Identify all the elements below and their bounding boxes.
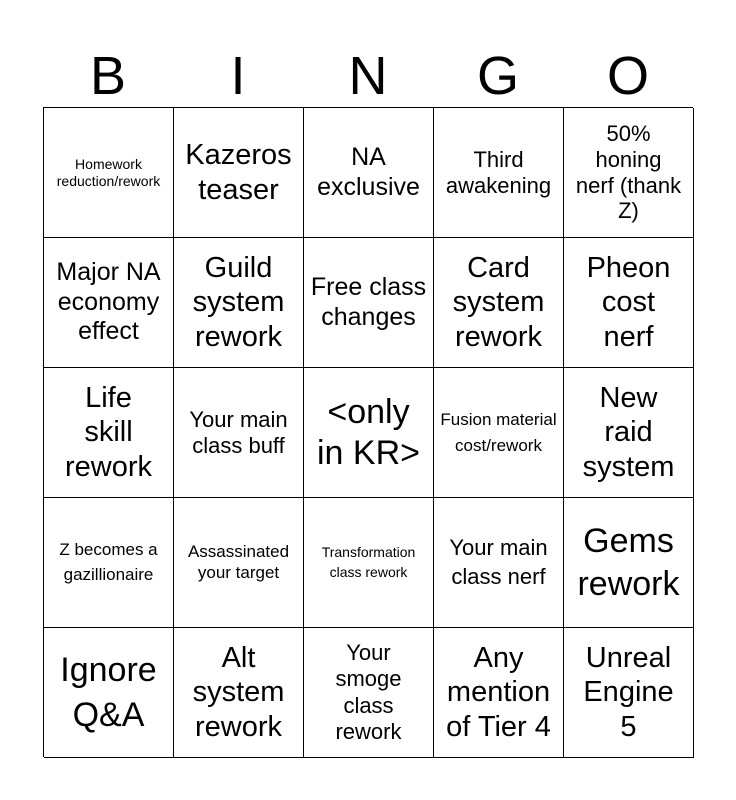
- bingo-cell-r2c4[interactable]: [434, 238, 564, 368]
- bingo-cell-text: <only in KR>: [317, 393, 420, 472]
- bingo-cell-r2c5[interactable]: [564, 238, 694, 368]
- bingo-cell-text: Free class changes: [310, 273, 427, 331]
- bingo-cell-r3c2[interactable]: [174, 368, 304, 498]
- bingo-cell-r3c1[interactable]: [44, 368, 174, 498]
- bingo-cell-text: 50% honing nerf (thank Z): [575, 120, 682, 224]
- bingo-cell-text: Major NA economy effect: [56, 258, 161, 346]
- header-letter-n: N: [348, 46, 388, 106]
- bingo-cell-text: Ignore Q&A: [60, 651, 157, 734]
- bingo-cell-r2c2[interactable]: [174, 238, 304, 368]
- bingo-cell-r2c3[interactable]: [304, 238, 434, 368]
- bingo-cell-text: Your main class nerf: [449, 534, 548, 589]
- bingo-cell-r5c5[interactable]: [564, 628, 694, 758]
- bingo-cell-r5c3[interactable]: [304, 628, 434, 758]
- header-letter-b: B: [89, 46, 127, 106]
- bingo-cell-r1c2[interactable]: [174, 108, 304, 238]
- bingo-cell-r5c2[interactable]: [174, 628, 304, 758]
- bingo-cell-text: Fusion material cost/rework: [440, 410, 557, 455]
- bingo-cell-text: Guild system rework: [192, 252, 285, 353]
- bingo-cell-text: NA exclusive: [317, 143, 420, 201]
- bingo-cell-r3c4[interactable]: [434, 368, 564, 498]
- bingo-cell-r4c2[interactable]: [174, 498, 304, 628]
- bingo-cell-r4c1[interactable]: [44, 498, 174, 628]
- bingo-cell-r1c3[interactable]: [304, 108, 434, 238]
- bingo-cell-text: Gems rework: [577, 522, 680, 603]
- bingo-cell-r4c5[interactable]: [564, 498, 694, 628]
- bingo-cell-text: Your smoge class rework: [335, 639, 402, 744]
- bingo-cell-r1c4[interactable]: [434, 108, 564, 238]
- bingo-cell-r3c5[interactable]: [564, 368, 694, 498]
- bingo-cell-text: Card system rework: [452, 252, 545, 353]
- bingo-cell-r3c3[interactable]: [304, 368, 434, 498]
- bingo-cell-r5c4[interactable]: [434, 628, 564, 758]
- bingo-cell-text: Life skill rework: [64, 382, 152, 483]
- bingo-cell-r1c1[interactable]: [44, 108, 174, 238]
- bingo-cell-text: Assassinated your target: [187, 542, 290, 582]
- bingo-cell-text: Homework reduction/rework: [56, 155, 161, 189]
- bingo-cell-text: New raid system: [582, 382, 675, 483]
- bingo-cell-r4c3[interactable]: [304, 498, 434, 628]
- header-letter-o: O: [606, 46, 649, 106]
- bingo-grid: [43, 107, 693, 757]
- bingo-cell-r2c1[interactable]: [44, 238, 174, 368]
- bingo-cell-r4c4[interactable]: [434, 498, 564, 628]
- bingo-cell-text: Alt system rework: [192, 642, 285, 743]
- bingo-cell-r5c1[interactable]: [44, 628, 174, 758]
- bingo-cell-text: Pheon cost nerf: [586, 252, 671, 353]
- bingo-cell-text: Your main class buff: [189, 406, 288, 458]
- bingo-cell-text: Transformation class rework: [321, 543, 416, 580]
- bingo-cell-text: Third awakening: [445, 146, 552, 198]
- bingo-cell-text: Kazeros teaser: [185, 139, 292, 206]
- header-letter-i: I: [230, 46, 246, 106]
- bingo-cell-text: Unreal Engine 5: [583, 642, 674, 743]
- header-letter-g: G: [476, 46, 519, 106]
- bingo-header: [43, 44, 693, 108]
- bingo-cell-text: Any mention of Tier 4: [446, 642, 551, 743]
- bingo-cell-r1c5[interactable]: [564, 108, 694, 238]
- bingo-cell-text: Z becomes a gazillionaire: [59, 539, 158, 584]
